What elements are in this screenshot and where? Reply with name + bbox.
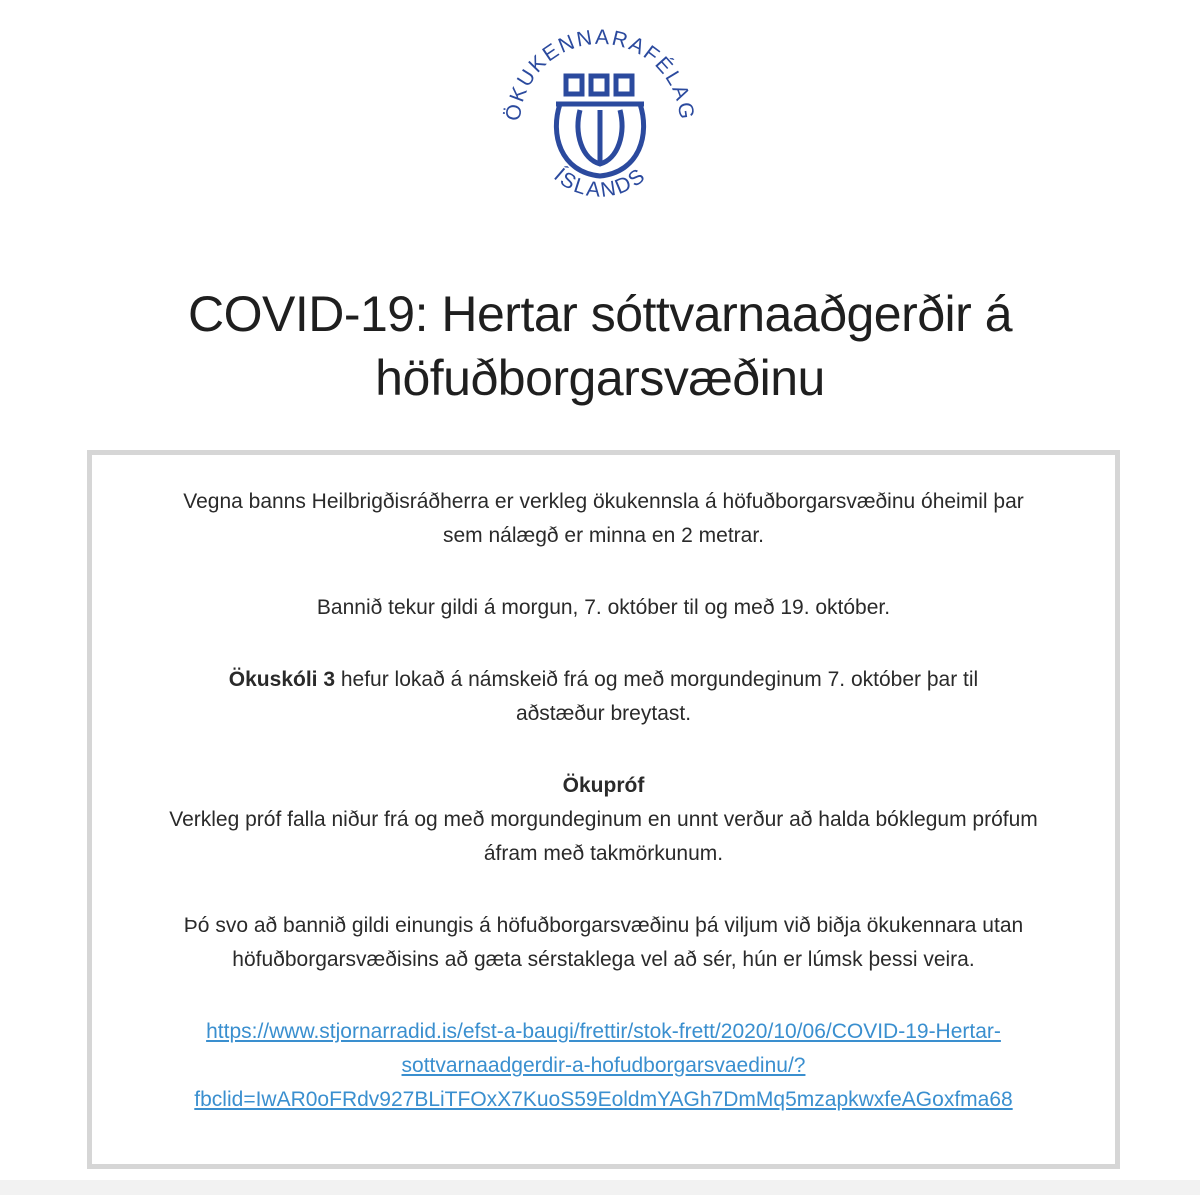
section-heading-exams: [132, 769, 1075, 803]
paragraph-school-closure: [132, 663, 1075, 731]
section-heading-text: Ökupróf: [562, 774, 645, 797]
bottom-divider: [0, 1180, 1200, 1195]
school-closure-text: hefur lokað á námskeið frá og með morgundeginum 7. október þar til aðstæður breytast.: [335, 668, 979, 725]
page-title-line1: COVID-19: Hertar sóttvarnaaðgerðir á: [187, 286, 1013, 342]
announcement-content: [132, 485, 1075, 1117]
association-logo-graphic: [490, 14, 710, 234]
paragraph-effective-dates: Bannið tekur gildi á morgun, 7. október til og með 19. október.: [316, 596, 891, 619]
logo-text-top: ÖKUKENNARAFÉLAG: [501, 25, 699, 123]
announcement-box: [87, 450, 1120, 1169]
page-title: [100, 282, 1100, 410]
logo-text-bottom: ÍSLANDS: [549, 163, 651, 202]
logo-emblem: [556, 76, 644, 176]
paragraph-ban-notice: Vegna banns Heilbrigðisráðherra er verkleg ökukennsla á höfuðborgarsvæðinu óheimil þar sem nálægð er minna en 2 metrar.: [183, 490, 1024, 547]
paragraph-exams: Verkleg próf falla niður frá og með morgundeginum en unnt verður að halda bóklegum prófum áfram með takmörkunum.: [169, 808, 1038, 865]
paragraph-warning: Þó svo að bannið gildi einungis á höfuðborgarsvæðinu þá viljum við biðja ökukennara utan höfuðborgarsvæðisins að gæta sérstaklega vel að sér, hún er lúmsk þessi veira.: [183, 914, 1024, 971]
school-name: Ökuskóli 3: [228, 668, 336, 691]
source-link[interactable]: [194, 1020, 1012, 1111]
association-logo: [490, 14, 710, 234]
page-title-line2: höfuðborgarsvæðinu: [375, 350, 825, 406]
source-link-line3: fbclid=IwAR0oFRdv927BLiTFOxX7KuoS59EoldmYAGh7DmMq5mzapkwxfeAGoxfma68: [194, 1088, 1013, 1111]
source-link-line1: https://www.stjornarradid.is/efst-a-baugi/frettir/stok-frett/2020/10/06/COVID-19-Hertar-: [206, 1020, 1001, 1043]
source-link-line2: sottvarnaadgerdir-a-hofudborgarsvaedinu/?: [401, 1054, 806, 1077]
source-link-block: [132, 1015, 1075, 1117]
